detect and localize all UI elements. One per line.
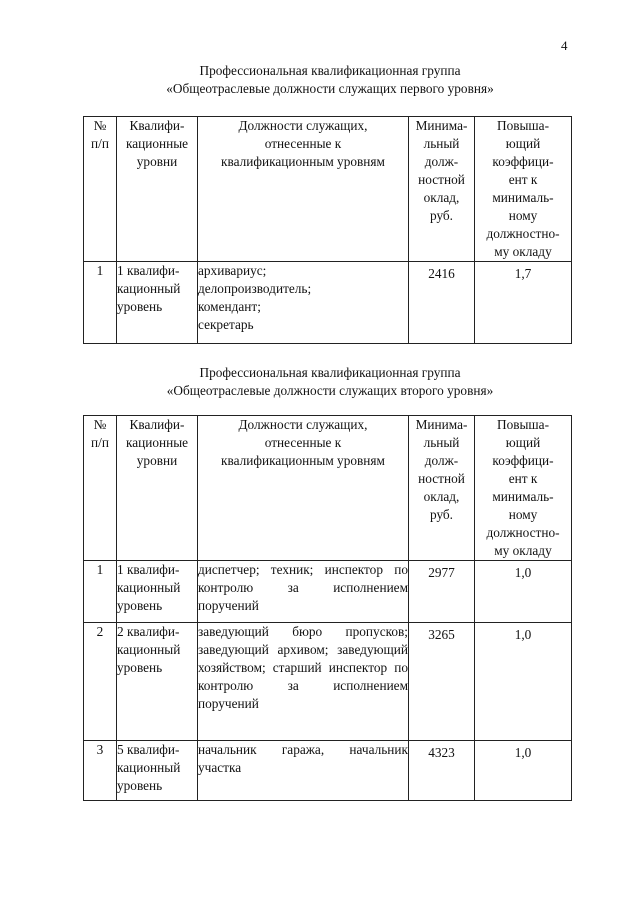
row-level: 5 квалифи- кационный уровень: [117, 741, 198, 801]
row-positions: архивариус; делопроизводитель; комендант; секретарь: [198, 262, 409, 344]
header-positions: Должности служащих, отнесенные к квалификационным уровням: [198, 416, 409, 561]
header-num: № п/п: [84, 416, 117, 561]
header-salary: Минима- льный долж- ностной оклад, руб.: [409, 416, 475, 561]
row-positions: диспетчер; техник; инспектор по контролю за исполнением поручений: [198, 561, 409, 623]
row-num: 1: [84, 561, 117, 623]
header-coef: Повыша- ющий коэффици- ент к минималь- ному должностно- му окладу: [475, 117, 572, 262]
table-row: [84, 623, 572, 741]
table-row: [84, 561, 572, 623]
section2-title-line2: «Общеотраслевые должности служащих второго уровня»: [166, 383, 494, 398]
table-row: [84, 741, 572, 801]
row-num: 2: [84, 623, 117, 741]
row-coef: 1,0: [475, 561, 572, 623]
header-level: Квалифи- кационные уровни: [117, 416, 198, 561]
section1-title-line1: Профессиональная квалификационная группа: [199, 63, 461, 78]
section1-table: [83, 116, 572, 344]
row-coef: 1,0: [475, 741, 572, 801]
header-salary: Минима- льный долж- ностной оклад, руб.: [409, 117, 475, 262]
row-positions: заведующий бюро пропусков; заведующий архивом; заведующий хозяйством; старший инспектор по контролю за исполнением поручений: [198, 623, 409, 741]
section1-title-line2: «Общеотраслевые должности служащих первого уровня»: [166, 81, 494, 96]
row-level: 1 квалифи- кационный уровень: [117, 262, 198, 344]
row-coef: 1,0: [475, 623, 572, 741]
header-coef: Повыша- ющий коэффици- ент к минималь- ному должностно- му окладу: [475, 416, 572, 561]
section2-heading: [60, 364, 600, 400]
row-num: 1: [84, 262, 117, 344]
row-salary: 4323: [409, 741, 475, 801]
section1-heading: [60, 62, 600, 98]
row-level: 2 квалифи- кационный уровень: [117, 623, 198, 741]
table-header-row: [84, 117, 572, 262]
row-salary: 2416: [409, 262, 475, 344]
header-positions: Должности служащих, отнесенные к квалификационным уровням: [198, 117, 409, 262]
section2-title-line1: Профессиональная квалификационная группа: [199, 365, 461, 380]
header-num: № п/п: [84, 117, 117, 262]
table-header-row: [84, 416, 572, 561]
row-level: 1 квалифи- кационный уровень: [117, 561, 198, 623]
table-row: [84, 262, 572, 344]
row-num: 3: [84, 741, 117, 801]
header-level: Квалифи- кационные уровни: [117, 117, 198, 262]
row-positions: начальник гаража, начальник участка: [198, 741, 409, 801]
section2-table: [83, 415, 572, 801]
row-salary: 3265: [409, 623, 475, 741]
page-number: 4: [561, 38, 568, 53]
row-coef: 1,7: [475, 262, 572, 344]
row-salary: 2977: [409, 561, 475, 623]
